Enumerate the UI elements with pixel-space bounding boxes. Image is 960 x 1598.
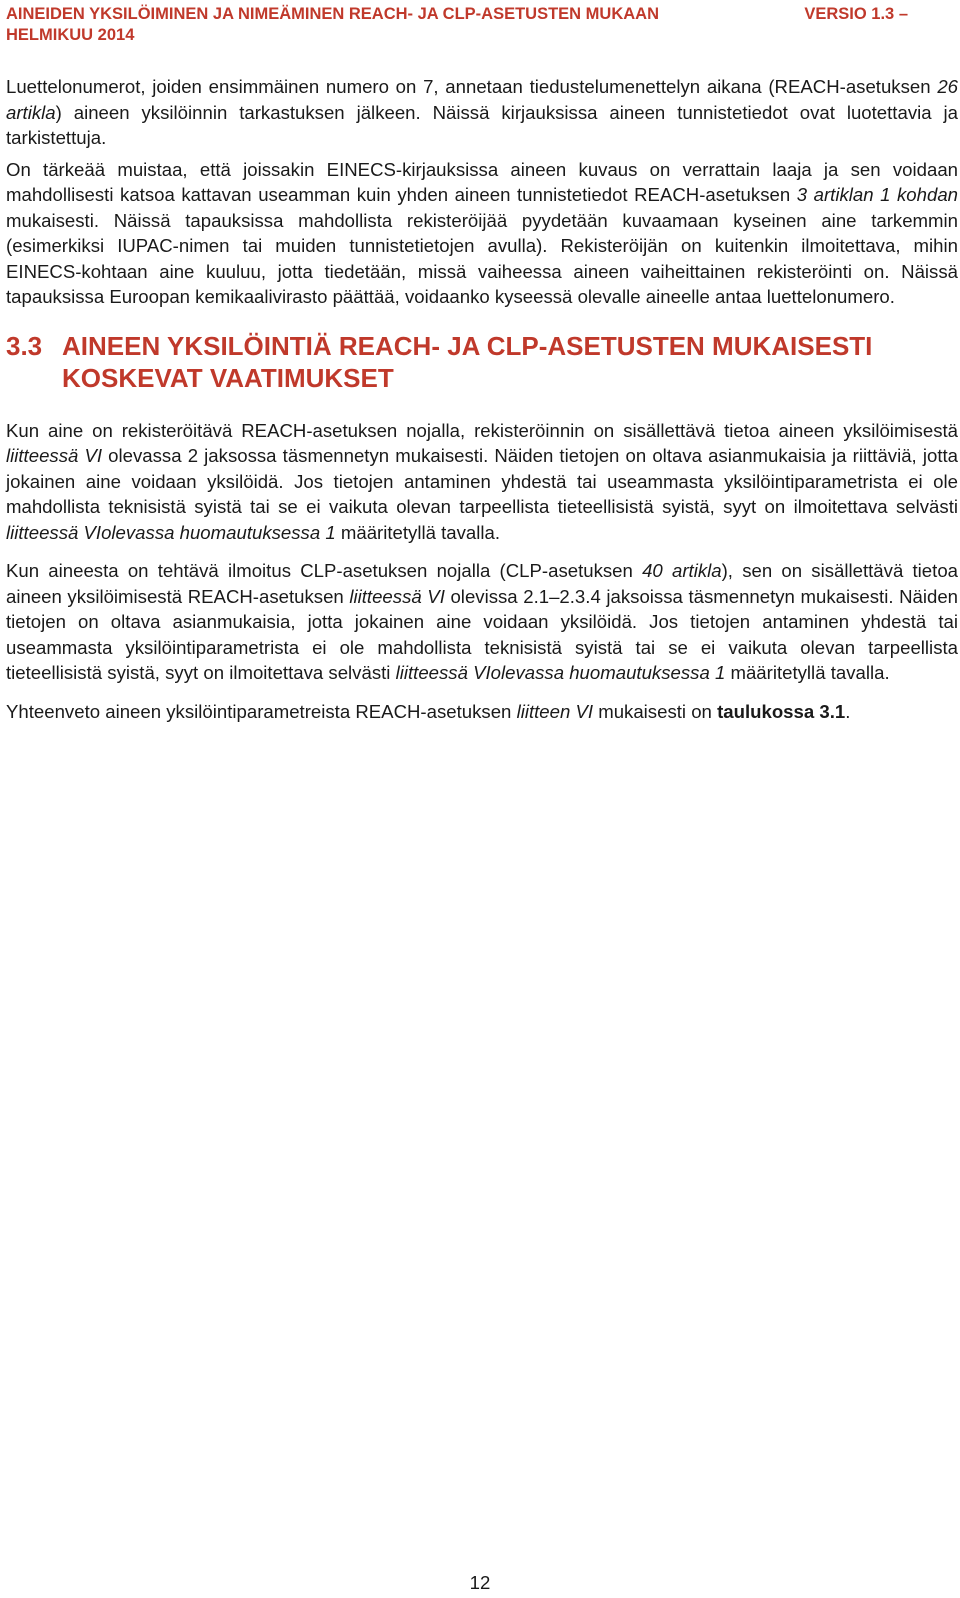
paragraph-clp-requirements: Kun aineesta on tehtävä ilmoitus CLP-asetuksen nojalla (CLP-asetuksen 40 artikla), sen on sisällettävä tietoa aineen yksilöimisestä REACH-asetuksen liitteessä VI olevissa 2.1–2.3.4 jaksoissa täsmennetyn mukaisesti. Näiden tietojen on oltava asianmukaisia, jotta jokainen aine voidaan yksilöidä. Jos tietojen antaminen yhdestä tai useammasta yksilöintiparametrista ei ole mahdollista teknisistä syistä tai se ei vaikuta olevan tarpeellista tieteellisistä syistä, syyt on ilmoitettava selvästi liitteessä VIolevassa huomautuksessa 1 määritetyllä tavalla. <box>6 560 959 683</box>
paragraph-summary-reference: Yhteenveto aineen yksilöintiparametreista REACH-asetuksen liitteen VI mukaisesti on taulukossa 3.1. <box>6 700 851 722</box>
section-heading <box>6 330 958 394</box>
table-3-1-reference: taulukossa 3.1 <box>717 700 846 722</box>
header-title: AINEIDEN YKSILÖIMINEN JA NIMEÄMINEN REACH- JA CLP-ASETUSTEN MUKAAN <box>6 5 660 23</box>
header-date: HELMIKUU 2014 <box>6 26 135 44</box>
article-3-reference: 3 artiklan 1 kohdan <box>796 184 959 205</box>
section-number: 3.3 <box>6 330 43 361</box>
paragraph-einecs-entries: On tärkeää muistaa, että joissakin EINECS-kirjauksissa aineen kuvaus on verrattain laaja ja sen voidaan mahdollisesti katsoa kattavan useamman kuin yhden aineen tunnistetiedot REACH-asetuksen 3 artiklan 1 kohdan mukaisesti. Näissä tapauksissa mahdollista rekisteröijää pyydetään kuvaamaan kyseinen aine tarkemmin (esimerkiksi IUPAC-nimen tai muiden tunnistetietojen avulla). Rekisteröijän on kuitenkin ilmoitettava, mihin EINECS-kohtaan aine kuuluu, jotta tiedetään, missä vaiheessa aineen vaiheittainen rekisteröinti on. Näissä tapauksissa Euroopan kemikaalivirasto päättää, voidaanko kyseessä olevalle aineelle antaa luettelonumero. <box>6 158 959 307</box>
page-number: 12 <box>469 1572 491 1593</box>
header-version: VERSIO 1.3 – <box>804 5 908 23</box>
section-title: AINEEN YKSILÖINTIÄ REACH- JA CLP-ASETUSTEN MUKAISESTI KOSKEVAT VAATIMUKSET <box>62 330 873 393</box>
running-header <box>6 4 908 46</box>
article-26-reference: 26 artikla <box>6 76 958 123</box>
paragraph-registration-numbers: Luettelonumerot, joiden ensimmäinen numero on 7, annetaan tiedustelumenettelyn aikana (REACH-asetuksen 26 artikla) aineen yksilöinnin tarkastuksen jälkeen. Näissä kirjauksissa aineen tunnistetiedot ovat luotettavia ja tarkistettuja. <box>6 76 958 148</box>
paragraph-reach-requirements: Kun aine on rekisteröitävä REACH-asetuksen nojalla, rekisteröinnin on sisällettävä tietoa aineen yksilöimisestä liitteessä VI olevassa 2 jaksossa täsmennetyn mukaisesti. Näiden tietojen on oltava asianmukaisia ja riittäviä, jotta jokainen aine voidaan yksilöidä. Jos tietojen antaminen yhdestä tai useammasta yksilöintiparametrista ei ole mahdollista teknisistä syistä tai se ei vaikuta olevan tarpeellista tieteellisistä syistä, syyt on ilmoitettava selvästi liitteessä VIolevassa huomautuksessa 1 määritetyllä tavalla. <box>6 419 958 543</box>
document-body <box>6 74 958 724</box>
